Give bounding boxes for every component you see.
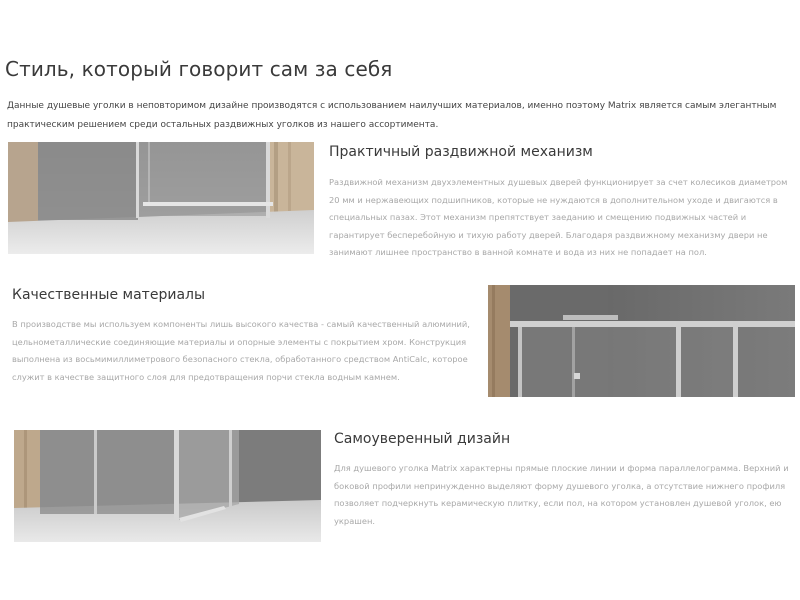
parallelogram-design-photo <box>14 430 321 542</box>
section-title-mechanism: Практичный раздвижной механизм <box>329 144 593 160</box>
section-title-design: Самоуверенный дизайн <box>334 431 511 447</box>
sliding-door-photo <box>8 142 314 254</box>
section-text-mechanism: Раздвижной механизм двухэлементных душевых дверей функционирует за счет колесиков диаметром 20 мм и нержавеющих подшипников, которые не нуждаются в дополнительном уходе и двигаются в специальных пазах. Этот механизм препятствует заеданию и смещению подвижных частей и гарантирует бесперебойную и тихую работу дверей. Благодаря раздвижному механизму двери не занимают лишнее пространство в ванной комнате и вода из них не попадает на пол. <box>329 177 788 257</box>
section-text-design: Для душевого уголка Matrix характерны прямые плоские линии и форма параллелограмма. Верхний и боковой профили непринужденно выделяют форму душевого уголка, а отсутствие нижнего профиля позволяет подчеркнуть керамическую плитку, если пол, на котором установлен душевой уголок, ею украшен. <box>334 463 789 526</box>
section-title-materials: Качественные материалы <box>12 287 206 303</box>
page-title: Стиль, который говорит сам за себя <box>5 57 393 81</box>
shower-corner-photo <box>488 285 795 397</box>
intro-paragraph: Данные душевые уголки в неповторимом дизайне производятся с использованием наилучших материалов, именно поэтому Matrix является самым элегантным практическим решением среди остальных раздвижных уголков из нашего ассортимента. <box>7 101 777 130</box>
section-text-materials: В производстве мы используем компоненты лишь высокого качества - самый качественный алюминий, цельнометаллические соединяющие материалы и опорные элементы с покрытием хром. Конструкция выполнена из восьмимиллиметрового безопасного стекла, обработанного средством AntiCalc, которое служит в качестве защитного слоя для предотвращения порчи стекла водным камнем. <box>12 319 470 382</box>
